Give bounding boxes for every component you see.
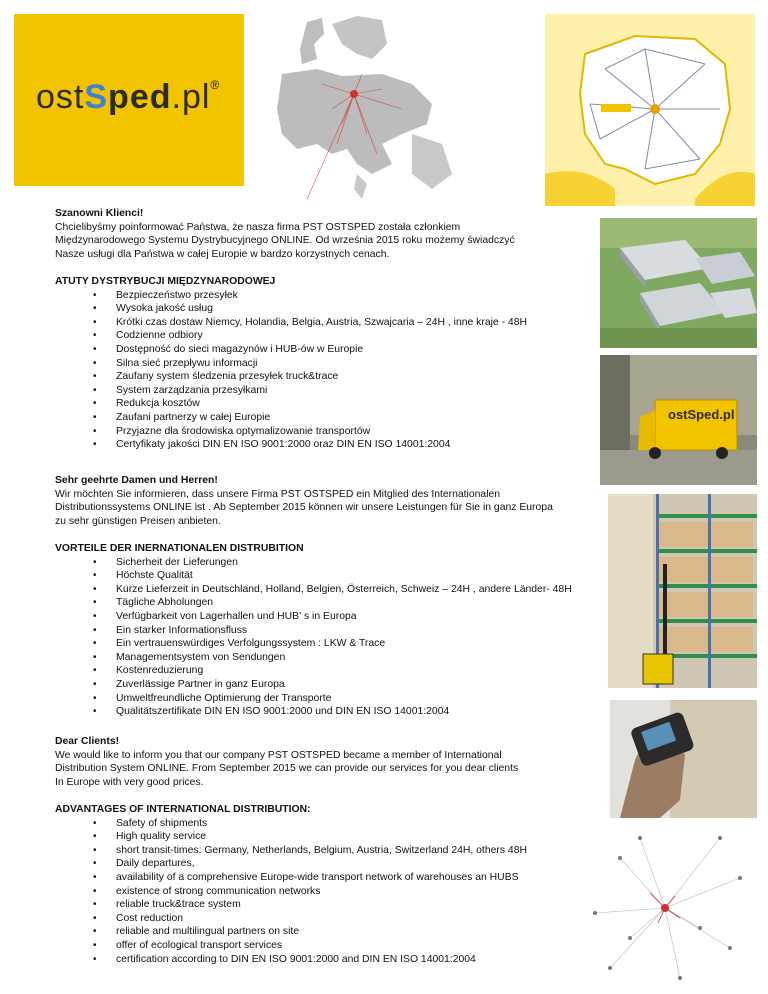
list-item: • Zaufani partnerzy w całej Europie — [55, 411, 600, 425]
list-item: • Höchste Qualität — [55, 569, 600, 583]
polish-section — [55, 207, 600, 452]
german-greeting: Sehr geehrte Damen und Herren! — [55, 475, 218, 486]
list-item: • Krótki czas dostaw Niemcy, Holandia, Belgia, Austria, Szwajcaria – 24H , inne kraje - 48H — [55, 316, 600, 330]
list-item: • availability of a comprehensive Europe-wide transport network of warehouses an HUBS — [55, 871, 600, 885]
english-heading: ADVANTAGES OF INTERNATIONAL DISTRIBUTION: — [55, 803, 311, 815]
english-advantages-list — [0, 817, 600, 967]
barcode-scanner-photo — [610, 700, 757, 818]
list-item: • Wysoka jakość usług — [55, 302, 600, 316]
europe-network-map — [262, 14, 462, 204]
list-item: • Silna sieć przepływu informacji — [55, 357, 600, 371]
polish-greeting: Szanowni Klienci! — [55, 208, 144, 219]
list-item: • Przyjazne dla środowiska optymalizowanie transportów — [55, 425, 600, 439]
list-item: • Safety of shipments — [55, 817, 600, 831]
english-intro-line: In Europe with very good prices. — [55, 776, 204, 788]
list-item: • High quality service — [55, 830, 600, 844]
english-intro-line: We would like to inform you that our company PST OSTSPED became a member of International — [55, 749, 502, 761]
german-intro-line: Wir möchten Sie informieren, dass unsere Firma PST OSTSPED ein Mitglied des Internationalen — [55, 488, 501, 500]
list-item: • System zarządzania przesyłkami — [55, 384, 600, 398]
polish-intro-line: Chcielibyśmy poinformować Państwa, że nasza firma PST OSTSPED została członkiem — [55, 221, 461, 233]
list-item: • Managementsystem von Sendungen — [55, 651, 600, 665]
english-greeting: Dear Clients! — [55, 736, 120, 747]
polish-advantages-list — [0, 289, 600, 452]
list-item: • Kurze Lieferzeit in Deutschland, Holland, Belgien, Österreich, Schweiz – 24H , andere Länder- 48H — [55, 583, 600, 597]
list-item: • Cost reduction — [55, 912, 600, 926]
germany-network-map — [580, 818, 758, 988]
polish-intro-line: Nasze usługi dla Państwa w całej Europie w bardzo korzystnych cenach. — [55, 248, 390, 260]
list-item: • Bezpieczeństwo przesyłek — [55, 289, 600, 303]
list-item: • Zaufany system śledzenia przesyłek truck&trace — [55, 370, 600, 384]
list-item: • Dostępność do sieci magazynów i HUB-ów w Europie — [55, 343, 600, 357]
list-item: • Certyfikaty jakości DIN EN ISO 9001:2000 oraz DIN EN ISO 14001:2004 — [55, 438, 600, 452]
list-item: • Zuverlässige Partner in ganz Europa — [55, 678, 600, 692]
logo-s: S — [84, 78, 109, 116]
list-item: • Qualitätszertifikate DIN EN ISO 9001:2000 und DIN EN ISO 14001:2004 — [55, 705, 600, 719]
list-item: • Ein vertrauenswürdiges Verfolgungssystem : LKW & Trace — [55, 637, 600, 651]
logo-ost: ost — [36, 78, 85, 116]
logo-banner — [14, 14, 244, 186]
english-intro-line: Distribution System ONLINE. From September 2015 we can provide our services for you dear clients — [55, 763, 519, 775]
poland-network-map — [545, 14, 755, 206]
company-logo — [36, 78, 220, 117]
list-item: • reliable and multilingual partners on site — [55, 925, 600, 939]
list-item: • short transit-times: Germany, Netherlands, Belgium, Austria, Switzerland 24H, others 48H — [55, 844, 600, 858]
list-item: • Verfügbarkeit von Lagerhallen und HUB' s in Europa — [55, 610, 600, 624]
english-section — [55, 735, 600, 966]
german-intro-line: Distributionssystems ONLINE ist . Ab September 2015 können wir unsere Leistungen für Sie in ganz Europa — [55, 502, 553, 514]
list-item: • Daily departures, — [55, 857, 600, 871]
german-advantages-list — [0, 556, 600, 719]
warehouse-interior-photo — [608, 494, 757, 688]
polish-intro-line: Międzynarodowego Systemu Dystrybucyjnego ONLINE. Od września 2015 roku możemy świadczyć — [55, 235, 515, 247]
list-item: • Tägliche Abholungen — [55, 596, 600, 610]
delivery-truck-photo — [600, 355, 757, 485]
logo-ped: ped — [108, 78, 172, 116]
list-item: • Ein starker Informationsfluss — [55, 624, 600, 638]
logo-pl: .pl — [171, 78, 211, 116]
list-item: • certification according to DIN EN ISO 9001:2000 and DIN EN ISO 14001:2004 — [55, 953, 600, 967]
list-item: • Umweltfreundliche Optimierung der Transporte — [55, 692, 600, 706]
polish-heading: ATUTY DYSTRYBUCJI MIĘDZYNARODOWEJ — [55, 275, 276, 287]
list-item: • Sicherheit der Lieferungen — [55, 556, 600, 570]
list-item: • reliable truck&trace system — [55, 898, 600, 912]
list-item: • Redukcja kosztów — [55, 397, 600, 411]
list-item: • existence of strong communication networks — [55, 885, 600, 899]
list-item: • offer of ecological transport services — [55, 939, 600, 953]
german-heading: VORTEILE DER INERNATIONALEN DISTRUBITION — [55, 542, 304, 554]
list-item: • Kostenreduzierung — [55, 664, 600, 678]
german-intro-line: zu sehr günstigen Preisen anbieten. — [55, 515, 221, 527]
truck-logo-label: ostSped.pl — [668, 407, 735, 422]
logo-registered: ® — [210, 78, 221, 92]
list-item: • Codzienne odbiory — [55, 329, 600, 343]
german-section — [55, 474, 600, 719]
warehouse-aerial-photo — [600, 218, 757, 348]
